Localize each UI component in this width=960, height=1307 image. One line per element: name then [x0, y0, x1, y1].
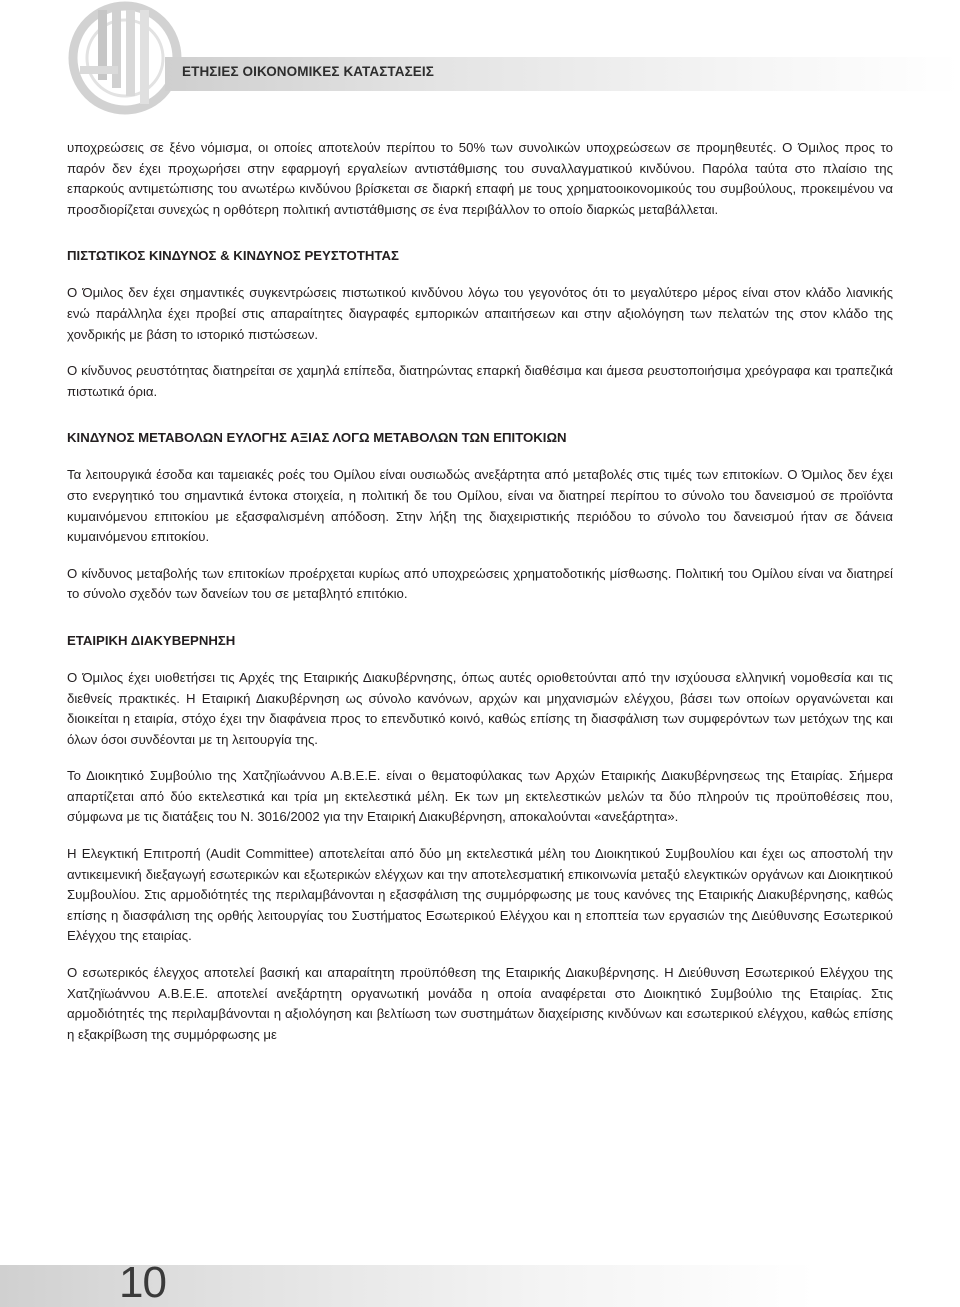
paragraph: Ο κίνδυνος μεταβολής των επιτοκίων προέρχεται κυρίως από υποχρεώσεις χρηματοδοτικής μίσθωσης. Πολιτική του Ομίλου είναι να διατηρεί το σύνολο σχεδόν των δανείων του σε μεταβλητό επιτόκιο.	[67, 565, 893, 602]
paragraph: Ο Όμιλος έχει υιοθετήσει τις Αρχές της Εταιρικής Διακυβέρνησης, όπως αυτές οριοθετούνται από την ισχύουσα ελληνική νομοθεσία και τις διεθνείς πρακτικές. Η Εταιρική Διακυβέρνηση ως σύνολο κανόνων, αρχών και μηχανισμών ελέγχου, βάσει των οποίων οργανώνεται και διοικείται η εταιρία, στόχο έχει την διαφάνεια προς το επενδυτικό κοινό, καθώς επίσης τη διασφάλιση των συμφερόντων των μετόχων της και όλων όσοι συνδέονται με τη λειτουργία της.	[67, 669, 893, 747]
section-heading-corporate-governance: ΕΤΑΙΡΙΚΗ ΔΙΑΚΥΒΕΡΝΗΣΗ	[67, 632, 236, 648]
section-heading-credit-liquidity-risk: ΠΙΣΤΩΤΙΚΟΣ ΚΙΝΔΥΝΟΣ & ΚΙΝΔΥΝΟΣ ΡΕΥΣΤΟΤΗΤΑΣ	[67, 248, 399, 264]
paragraph: Ο κίνδυνος ρευστότητας διατηρείται σε χαμηλά επίπεδα, διατηρώντας επαρκή διαθέσιμα και άμεσα ρευστοποιήσιμα χρεόγραφα και τραπεζικά πιστωτικά όρια.	[67, 363, 893, 399]
page-number: 10	[119, 1258, 166, 1307]
paragraph: Η Ελεγκτική Επιτροπή (Audit Committee) αποτελείται από δύο μη εκτελεστικά μέλη του Διοικητικού Συμβουλίου και έχει ως αποστολή την αντικειμενική διεξαγωγή εσωτερικών και εξωτερικών ελέγχων και την αποτελεσματική επικοινωνία μεταξύ ελεγκτικών οργάνων και Διοικητικού Συμβουλίου. Στις αρμοδιότητές της περιλαμβάνονται η εξασφάλιση της συμμόρφωσης με τους κανόνες της Εταιρικής Διακυβέρνησης, καθώς επίσης η διασφάλιση της ορθής λειτουργίας του Συστήματος Εσωτερικού Ελέγχου και η εποπτεία των εργασιών της Διεύθυνσης Εσωτερικού Ελέγχου της εταιρίας.	[67, 846, 893, 944]
paragraph: Ο Όμιλος δεν έχει σημαντικές συγκεντρώσεις πιστωτικού κινδύνου λόγω του γεγονότος ότι το μεγαλύτερο μέρος είναι στον κλάδο λιανικής ενώ παράλληλα έχει προβεί στις απαραίτητες διαγραφές εμπορικών απαιτήσεων και στην αξιολόγηση των πελατών της στον κλάδο της χονδρικής με βάση το ιστορικό πιστώσεων.	[67, 285, 893, 342]
section-heading-interest-rate-risk: ΚΙΝΔΥΝΟΣ ΜΕΤΑΒΟΛΩΝ ΕΥΛΟΓΗΣ ΑΞΙΑΣ ΛΟΓΩ ΜΕΤΑΒΟΛΩΝ ΤΩΝ ΕΠΙΤΟΚΙΩΝ	[67, 430, 567, 446]
paragraph: Το Διοικητικό Συμβούλιο της Χατζηϊωάννου Α.Β.Ε.Ε. είναι ο θεματοφύλακας των Αρχών Εταιρικής Διακυβέρνησεως της Εταιρίας. Σήμερα απαρτίζεται από δύο εκτελεστικά και τρία μη εκτελεστικά μέλη. Εκ των μη εκτελεστικών μελών τα δύο πληρούν τις προϋποθέσεις που, σύμφωνα με τις διατάξεις του Ν. 3016/2002 για την Εταιρική Διακυβέρνηση, αποκαλούνται «ανεξάρτητα».	[67, 768, 893, 825]
paragraph: Τα λειτουργικά έσοδα και ταμειακές ροές του Ομίλου είναι ουσιωδώς ανεξάρτητα από μεταβολές στις τιμές των επιτοκίων. Ο Όμιλος δεν έχει στο ενεργητικό του σημαντικά έντοκα στοιχεία, η πολιτική δε του Ομίλου, είναι να διατηρεί περίπου το σύνολο του δανεισμού σε προϊόντα κυμαινόμενου επιτοκίου με εξασφαλισμένη απόδοση. Στην λήξη της διαχειριστικής περιόδου το σύνολο του δανεισμού ήταν σε δάνεια κυμαινόμενου επιτοκίου.	[67, 467, 893, 545]
paragraph: υποχρεώσεις σε ξένο νόμισμα, οι οποίες αποτελούν περίπου το 50% των συνολικών υποχρεώσεων σε προμηθευτές. Ο Όμιλος προς το παρόν δεν έχει προχωρήσει στην εφαρμογή εργαλείων αντιστάθμισης του συναλλαγματικού κινδύνου. Παρόλα ταύτα στο πλαίσιο της επαρκούς αντιμετώπισης του ανωτέρω κινδύνου βρίσκεται σε διαρκή επαφή με τους χρηματοοικονομικούς του συμβούλους, προκειμένου να προσδιορίζεται συνεχώς η ορθότερη πολιτική αντιστάθμισης σε ένα περιβάλλον το οποίο διαρκώς μεταβάλλεται.	[67, 140, 893, 217]
paragraph: Ο εσωτερικός έλεγχος αποτελεί βασική και απαραίτητη προϋπόθεση της Εταιρικής Διακυβέρνησης. Η Διεύθυνση Εσωτερικού Ελέγχου της Χατζηϊωάννου Α.Β.Ε.Ε. αποτελεί ανεξάρτητη οργανωτική μονάδα η οποία αναφέρεται στο Διοικητικό Συμβούλιο της Εταιρίας. Στις αρμοδιότητές της περιλαμβάνονται η αξιολόγηση και βελτίωση των συστημάτων διαχείρισης κινδύνων και εσωτερικού ελέγχου, καθώς επίσης η εξακρίβωση της συμμόρφωσης με	[67, 965, 893, 1042]
header-title: ΕΤΗΣΙΕΣ ΟΙΚΟΝΟΜΙΚΕΣ ΚΑΤΑΣΤΑΣΕΙΣ	[182, 64, 434, 79]
document-body	[67, 138, 893, 1061]
